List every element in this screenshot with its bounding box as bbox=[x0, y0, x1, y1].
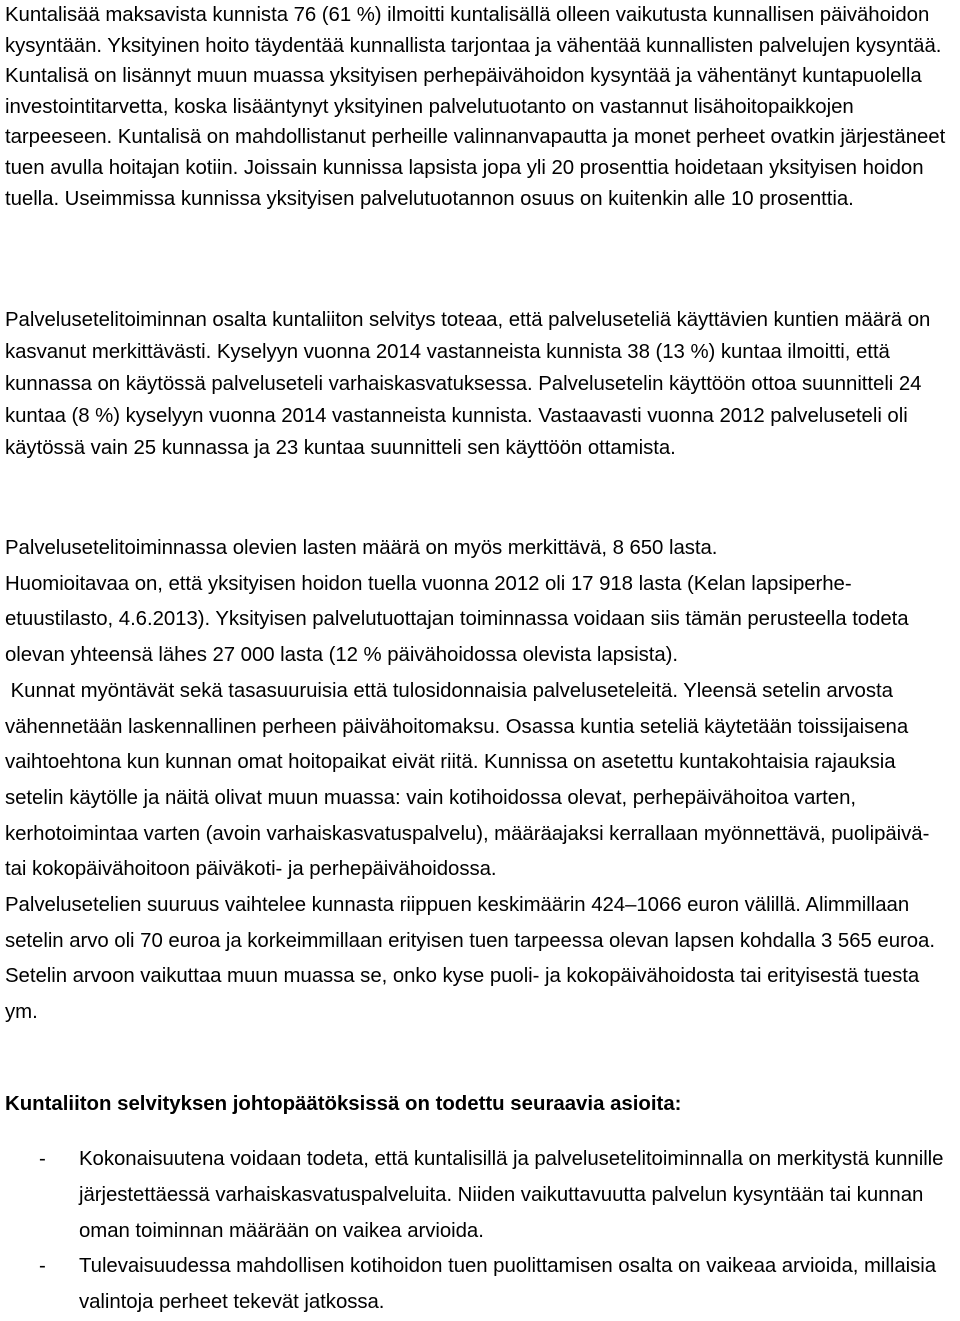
list-item-text: Kokonaisuutena voidaan todeta, että kuntalisillä ja palvelusetelitoiminnalla on merkitystä kunnille järjestettäessä varhaiskasvatuspalveluita. Niiden vaikuttavuutta palvelun kysyntään tai kunnan oman toiminnan määrään on vaikea arvioida. bbox=[79, 1148, 944, 1242]
paragraph-kuntalisa: Kuntalisää maksavista kunnista 76 (61 %) ilmoitti kuntalisällä olleen vaikutusta kunnallisen päivähoidon kysyntään. Yksityinen hoito täydentää kunnallista tarjontaa ja vähentää kunnallisten palvelujen kysyntää. Kuntalisä on lisännyt muun muassa yksityisen perhepäivähoidon kysyntää ja vähentänyt kuntapuolella investointitarvetta, koska lisääntynyt yksityinen palvelutuotanto on vastannut lisähoitopaikkojen tarpeeseen. Kuntalisä on mahdollistanut perheille valinnanvapautta ja monet perheet ovatkin järjestäneet tuen avulla hoitajan kotiin. Joissain kunnissa lapsista jopa yli 20 prosenttia hoidetaan yksityisen hoidon tuella. Useimmissa kunnissa yksityisen palvelutuotannon osuus on kuitenkin alle 10 prosenttia. bbox=[5, 4, 946, 210]
paragraph-setelien-suuruus: Palvelusetelien suuruus vaihtelee kunnasta riippuen keskimäärin 424–1066 euron välillä. Alimmillaan setelin arvo oli 70 euroa ja korkeimmillaan erityisen tuen tarpeessa olevan lapsen kohdalla 3 565 euroa. Setelin arvoon vaikuttaa muun muassa se, onko kyse puoli- ja kokopäivähoidosta tai erityisestä tuesta ym. bbox=[5, 894, 935, 1024]
paragraph-yksityisen-hoidon-tuki: Huomioitavaa on, että yksityisen hoidon tuella vuonna 2012 oli 17 918 lasta (Kelan lapsiperhe-etuustilasto, 4.6.2013). Yksityisen palvelutuottajan toiminnassa voidaan siis tämän perusteella todeta olevan yhteensä lähes 27 000 lasta (12 % päivähoidossa olevista lapsista). bbox=[5, 572, 909, 667]
section-heading: Kuntaliiton selvityksen johtopäätöksissä on todettu seuraavia asioita: bbox=[5, 1093, 682, 1115]
paragraph-kunnat-myontavat: Kunnat myöntävät sekä tasasuuruisia että tulosidonnaisia palveluseteleitä. Yleensä setelin arvosta vähennetään laskennallinen perheen päivähoitomaksu. Osassa kuntia seteliä käytetään toissijaisena vaihtoehtona kun kunnan omat hoitopaikat eivät riitä. Kunnissa on asetettu kuntakohtaisia rajauksia setelin käytölle ja näitä olivat muun muassa: vain kotihoidossa olevat, perhepäivähoitoa varten, kerhotoimintaa varten (avoin varhaiskasvatuspalvelu), määräajaksi kerrallaan myönnettävä, puolipäivä- tai kokopäivähoitoon päiväkoti- ja perhepäivähoidossa. bbox=[5, 679, 935, 881]
list-item bbox=[0, 1249, 950, 1321]
list-item bbox=[0, 1142, 950, 1249]
list-dash: - bbox=[39, 1255, 46, 1278]
paragraph-palveluseteli-selvitys: Palvelusetelitoiminnan osalta kuntaliiton selvitys toteaa, että palveluseteliä käyttävien kuntien määrä on kasvanut merkittävästi. Kyselyyn vuonna 2014 vastanneista kunnista 38 (13 %) kuntaa ilmoitti, että kunnassa on käytössä palveluseteli varhaiskasvatuksessa. Palvelusetelin käyttöön ottoa suunnitteli 24 kuntaa (8 %) kyselyyn vuonna 2014 vastanneista kunnista. Vastaavasti vuonna 2012 palveluseteli oli käytössä vain 25 kunnassa ja 23 kuntaa suunnitteli sen käyttöön ottamista. bbox=[5, 309, 931, 459]
paragraph-group-palveluseteli-details bbox=[5, 531, 950, 1031]
list-dash: - bbox=[39, 1148, 46, 1170]
paragraph-lasten-maara: Palvelusetelitoiminnassa olevien lasten määrä on myös merkittävä, 8 650 lasta. bbox=[5, 537, 718, 559]
conclusions-list bbox=[0, 1142, 950, 1321]
list-item-text: Tulevaisuudessa mahdollisen kotihoidon tuen puolittamisen osalta on vaikeaa arvioida, millaisia valintoja perheet tekevät jatkossa. bbox=[79, 1255, 937, 1314]
